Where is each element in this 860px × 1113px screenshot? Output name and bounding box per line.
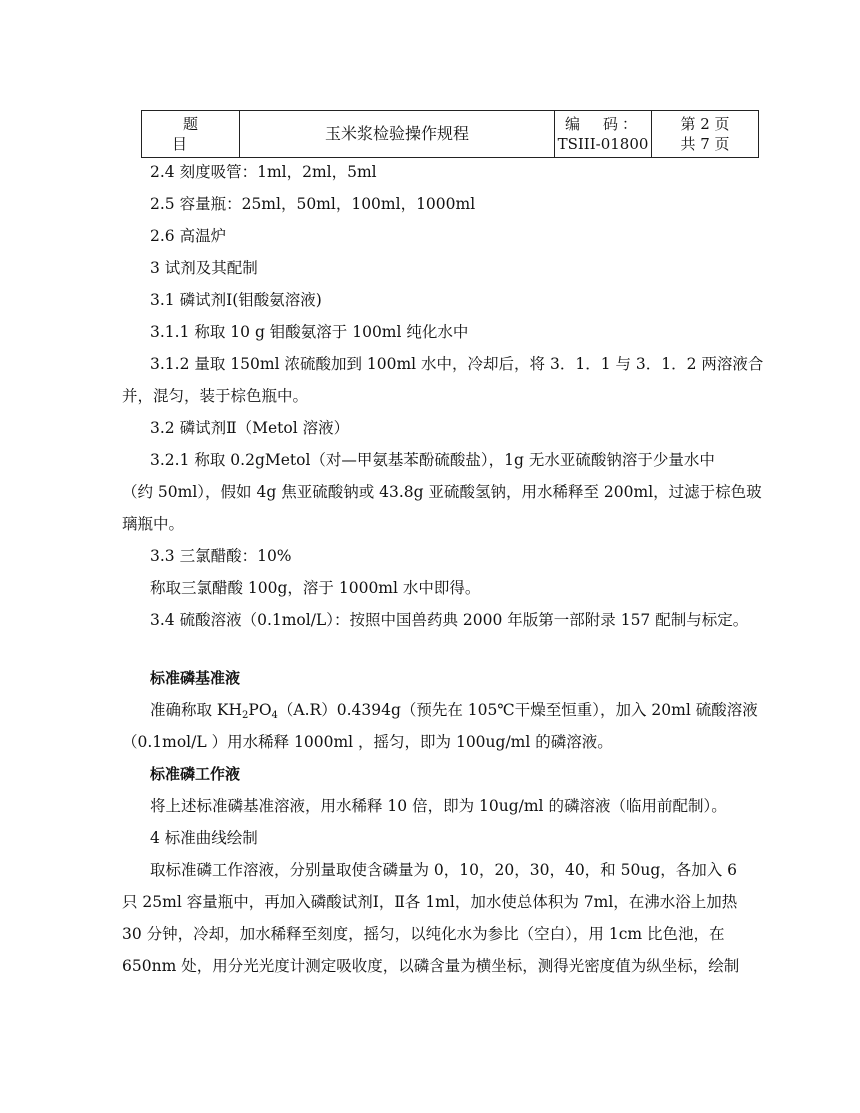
spacer [150,636,770,662]
section-heading: 3 试剂及其配制 [150,259,258,277]
text-segment: （A.R）0.4394g（预先在 105℃干燥至恒重），加入 20ml 硫酸溶液 [277,701,758,719]
text-segment: PO [248,701,272,719]
text-line: 2.4 刻度吸管：1ml，2ml，5ml [150,163,377,181]
subsection-heading: 标准磷基准液 [150,669,241,687]
text-segment: 准确称取 KH [150,701,243,719]
text-line: 取标准磷工作溶液，分别量取使含磷量为 0，10，20，30，40，和 50ug，各加入 6 [150,861,738,879]
page-current: 第 2 页 [680,115,730,133]
title-label: 题 目 [142,111,240,158]
text-line [150,694,770,726]
text-line: （约 50ml），假如 4g 焦亚硫酸钠或 43.8g 亚硫酸氢钠，用水稀释至 200ml，过滤于棕色玻 [122,483,762,501]
section-heading: 4 标准曲线绘制 [150,829,258,847]
document-header-table [141,110,759,158]
text-line: 3.2 磷试剂Ⅱ（Metol 溶液） [150,419,350,437]
subscript: 4 [271,710,278,721]
text-line: 3.1.1 称取 10 g 钼酸氨溶于 100ml 纯化水中 [150,323,469,341]
text-line: 650nm 处，用分光光度计测定吸收度，以磷含量为横坐标，测得光密度值为纵坐标，绘制 [122,957,740,975]
page-total: 共 7 页 [680,135,730,153]
code-cell [555,111,652,158]
document-code: TSIII-01800 [557,135,649,153]
text-line: 3.2.1 称取 0.2gMetol（对—甲氨基苯酚硫酸盐），1g 无水亚硫酸钠溶于少量水中 [150,451,715,469]
page-cell [652,111,759,158]
text-line: 只 25ml 容量瓶中，再加入磷酸试剂Ⅰ，Ⅱ各 1ml，加水使总体积为 7ml，在沸水浴上加热 [122,893,738,911]
text-line: （0.1mol/L ）用水稀释 1000ml ，摇匀，即为 100ug/ml 的磷溶液。 [122,733,613,751]
text-line: 3.1.2 量取 150ml 浓硫酸加到 100ml 水中，冷却后，将 3．1．1 与 3．1．2 两溶液合 [150,355,764,373]
text-line: 并，混匀，装于棕色瓶中。 [122,387,309,405]
document-body [122,156,770,982]
text-line: 2.5 容量瓶：25ml，50ml，100ml，1000ml [150,195,476,213]
text-line: 3.4 硫酸溶液（0.1mol/L）：按照中国兽药典 2000 年版第一部附录 157 配制与标定。 [150,611,749,629]
subscript: 2 [242,710,249,721]
text-line: 3.3 三氯醋酸：10% [150,547,292,565]
text-line: 璃瓶中。 [122,515,185,533]
subsection-heading: 标准磷工作液 [150,765,241,783]
text-line: 2.6 高温炉 [150,227,227,245]
document-title: 玉米浆检验操作规程 [240,111,555,158]
text-line: 3.1 磷试剂Ⅰ(钼酸氨溶液) [150,291,322,309]
code-label: 编 码： [564,115,641,133]
text-line: 将上述标准磷基准溶液，用水稀释 10 倍，即为 10ug/ml 的磷溶液（临用前配制）。 [150,797,727,815]
text-line: 30 分钟，冷却，加水稀释至刻度，摇匀，以纯化水为参比（空白），用 1cm 比色池，在 [122,925,725,943]
text-line: 称取三氯醋酸 100g，溶于 1000ml 水中即得。 [150,579,481,597]
